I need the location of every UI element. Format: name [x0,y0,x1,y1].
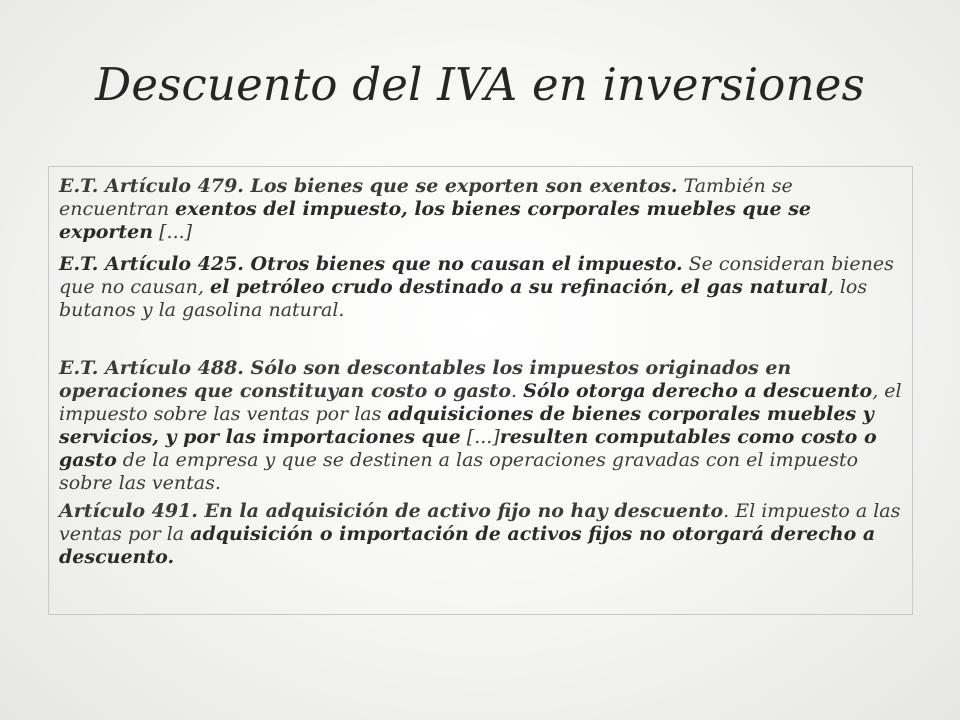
text-run: También se encuentran [59,175,793,220]
text-run: , el impuesto sobre las ventas por las [59,380,902,425]
paragraph-article-488 [59,357,902,495]
text-run: adquisición o importación de activos fijos no otorgará derecho a descuento. [59,523,876,568]
text-run: resulten computables como costo o gasto [59,426,877,471]
text-run: E.T. Artículo 488. Sólo son descontables los impuestos originados en operaciones que constituyan costo o gasto [59,357,792,402]
text-run: E.T. Artículo 425. Otros bienes que no causan el impuesto. [59,253,683,275]
text-run: Artículo 491. En la adquisición de activo fijo no hay descuento [59,500,724,522]
text-run: , los butanos y la gasolina natural. [59,276,868,321]
paragraph-article-479 [59,175,902,244]
text-run: adquisiciones de bienes corporales muebles y servicios, y por las importaciones que [59,403,874,448]
text-run: de la empresa y que se destinen a las operaciones gravadas con el impuesto sobre las ventas. [59,449,859,494]
slide-title: Descuento del IVA en inversiones [95,58,865,111]
text-run: E.T. Artículo 479. Los bienes que se exporten son exentos. [59,175,678,197]
content-box [48,166,913,615]
text-run: . [511,380,524,402]
text-run: [...] [153,221,193,243]
text-run: Se consideran bienes que no causan, [59,253,894,298]
paragraph-article-491 [59,500,902,569]
text-run: . El impuesto a las ventas por la [59,500,901,545]
text-run: Sólo otorga derecho a descuento [523,380,873,402]
text-run: exentos del impuesto, los bienes corporales muebles que se exporten [59,198,811,243]
text-run: [...] [460,426,500,448]
paragraph-article-425 [59,253,902,322]
text-run: el petróleo crudo destinado a su refinación, el gas natural [210,276,828,298]
